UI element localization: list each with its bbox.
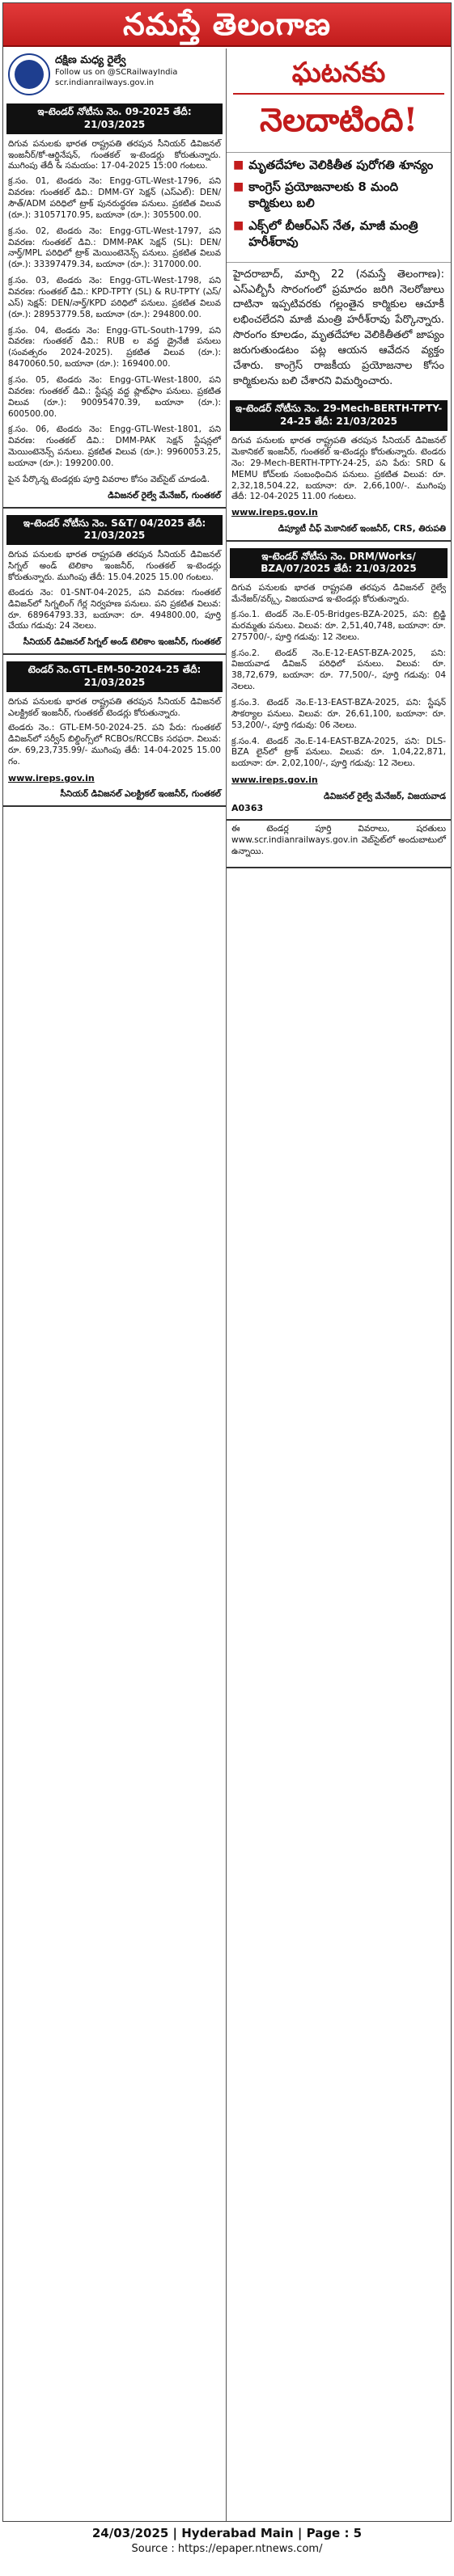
square-bullet-icon: ■ xyxy=(233,180,244,194)
notice-signature: డివిజనల్ రైల్వే మేనేజర్, విజయవాడ xyxy=(324,791,446,801)
notice-header: ఇ-టెండర్ నోటీసు నెం. 29-Mech-BERTH-TPTY-24-25 తేదీ: 21/03/2025 xyxy=(230,400,448,431)
masthead-title: నమస్తే తెలంగాణ xyxy=(123,5,331,42)
tender-item: టెండరు నెం: 01-SNT-04-2025, పని వివరణ: గుంతకల్ డివిజన్‌లో సిగ్నలింగ్ గేర్ల నిర్వహణ పనులు. పని ప్రకటిత విలువ: రూ. 68964793.33, బయానా: రూ. 494800.00, పూర్తి చేయు గడువు: 24 నెలలు. xyxy=(8,587,221,631)
article-body: హైదరాబాద్, మార్చి 22 (నమస్తే తెలంగాణ): ఎస్ఎల్బీసీ సొరంగంలో ప్రమాదం జరిగి నెలరోజులు దాటినా ఇప్పటివరకు గల్లంతైన కార్మికుల ఆచూకీ లభించలేదని మాజీ మంత్రి హరీశ్‌రావు పేర్కొన్నారు. సొరంగం కూలడం, మృతదేహాల వెలికితీతలో జాప్యం జరుగుతుండటం పట్ల ఆయన ఆవేదన వ్యక్తం చేశారు. కాంగ్రెస్ రాజకీయ ప్రయోజనాల కోసం కార్మికులను బలి చేశారని విమర్శించారు. xyxy=(233,268,444,387)
newspaper-page xyxy=(2,2,452,2522)
highlight-item: ■ మృతదేహాల వెలికితీత పురోగతి శూన్యం xyxy=(233,157,434,172)
railway-name: దక్షిణ మధ్య రైల్వే xyxy=(55,54,126,66)
railway-social: scr.indianrailways.gov.in xyxy=(55,78,155,88)
tender-item: క్ర.సం.4. టెండర్ నెం.E-14-EAST-BZA-2025, పని: DLS-BZA లైన్‌లో ట్రాక్ పనులు. విలువ: రూ. 1,04,22,871, బయానా: రూ. 2,02,100/-, పూర్తి గడువు: 12 నెలలు. xyxy=(231,736,446,769)
notice-signature: డివిజనల్ రైల్వే మేనేజర్, గుంతకల్ xyxy=(108,490,221,500)
notice-body: దిగువ పనులకు భారత రాష్ట్రపతి తరపున సీనియర్ డివిజనల్ మెకానికల్ ఇంజనీర్, గుంతకల్ ఇ-టెండర్లు కోరుతున్నారు. టెండరు నెం: 29-Mech-BERTH-TPTY-24-25, పని పేరు: SRD & MEMU కోచ్‌లకు సంబంధించిన పనులు. ప్రకటిత విలువ: రూ. 2,32,18,504.22, బయానా: రూ. 2,66,100/-. ముగింపు తేదీ: 12-04-2025 11.00 గంటలు. xyxy=(231,436,446,502)
notice-footnote: పైన పేర్కొన్న టెండర్లకు పూర్తి వివరాల కోసం వెబ్‌సైట్ చూడండి. xyxy=(8,474,210,484)
square-bullet-icon: ■ xyxy=(233,219,244,233)
tender-item: క్ర.సం.2. టెండర్ నెం.E-12-EAST-BZA-2025, పని: విజయవాడ డివిజన్ పరిధిలో పనులు. విలువ: రూ. 38,72,679, బయానా: రూ. 77,500/-, పూర్తి గడువు: 04 నెలలు. xyxy=(231,648,446,692)
notice-intro: దిగువ పనులకు భారత రాష్ట్రపతి తరపున డివిజనల్ రైల్వే మేనేజర్/వర్క్స్, విజయవాడ ఇ-టెండర్లు కోరుతున్నారు. xyxy=(231,583,446,605)
closing-note xyxy=(227,821,451,868)
square-bullet-icon: ■ xyxy=(233,158,244,171)
headline-line-2: నెలదాటింది! xyxy=(260,100,418,139)
notice-intro: దిగువ పనులకు భారత రాష్ట్రపతి తరపున సీనియర్ డివిజనల్ ఎలక్ట్రికల్ ఇంజనీర్, గుంతకల్ టెండర్లు కోరుతున్నారు. xyxy=(8,696,221,718)
tender-item: క్ర.సం.3. టెండర్ నెం.E-13-EAST-BZA-2025, పని: స్టేషన్ సౌకర్యాల పనులు. విలువ: రూ. 26,61,100, బయానా: రూ. 53,200/-, పూర్తి గడువు: 06 నెలలు. xyxy=(231,697,446,730)
footer-date-line: 24/03/2025 | Hyderabad Main | Page : 5 xyxy=(91,2526,363,2540)
highlight-bullets xyxy=(227,152,451,263)
website-link[interactable]: www.ireps.gov.in xyxy=(231,775,318,786)
right-column xyxy=(227,49,451,2521)
tender-notice-5 xyxy=(227,542,451,821)
tender-item: క్ర.సం.1. టెండర్ నెం.E-05-Bridges-BZA-2025, పని: బ్రిడ్జి మరమ్మతు పనులు. విలువ: రూ. 2,51,40,748, బయానా: రూ. 275700/-, పూర్తి గడువు: 12 నెలలు. xyxy=(231,609,446,642)
tender-notice-4 xyxy=(227,394,451,541)
left-column xyxy=(3,49,227,2521)
railway-header xyxy=(3,49,226,97)
page-footer xyxy=(0,2526,454,2574)
tender-item: క్ర.సం. 05, టెండరు నెం: Engg-GTL-West-1800, పని వివరణ: గుంతకల్ డివి.: స్టేషన్ల వద్ద ప్లాట్‌ఫాం పనులు. ప్రకటిత విలువ (రూ.): 90095470.39, బయానా (రూ.): 600500.00. xyxy=(8,374,221,419)
tender-item: క్ర.సం. 04, టెండరు నెం: Engg-GTL-South-1799, పని వివరణ: గుంతకల్ డివి.: RUB ల వద్ద డ్రైనేజీ పనులు (సంవత్సరం 2024-2025). ప్రకటిత విలువ (రూ.): 8470060.50, బయానా (రూ.): 169400.00. xyxy=(8,325,221,370)
website-link[interactable]: www.ireps.gov.in xyxy=(8,772,95,783)
notice-intro: దిగువ పనులకు భారత రాష్ట్రపతి తరపున సీనియర్ డివిజనల్ ఇంజనీర్/కో-ఆర్డినేషన్, గుంతకల్ ఇ-టెండర్లు కోరుతున్నారు. ముగింపు తేదీ & సమయం: 17-04-2025 15:00 గంటలు. xyxy=(8,138,221,171)
tender-item: క్ర.సం. 06, టెండరు నెం: Engg-GTL-West-1801, పని వివరణ: గుంతకల్ డివి.: DMM-PAK సెక్షన్ స్టేషన్లలో మెయింటెనెన్స్ పనులు. ప్రకటిత విలువ (రూ.): 9960053.25, బయానా (రూ.): 199200.00. xyxy=(8,424,221,468)
tender-item: టెండరు నెం.: GTL-EM-50-2024-25. పని పేరు: గుంతకల్ డివిజన్‌లో సర్వీస్ బిల్డింగ్స్‌లో RCBOs/RCCBs సరఫరా. విలువ: రూ. 69,23,735.99/- ముగింపు తేదీ: 14-04-2025 15.00 గం. xyxy=(8,723,221,767)
notice-header: ఇ-టెండర్ నోటీసు నెం. DRM/Works/ BZA/07/2025 తేదీ: 21/03/2025 xyxy=(230,548,448,579)
highlight-item: ■ ఎక్స్‌లో బీఆర్ఎస్ నేత, మాజీ మంత్రి హరీశ్‌రావు xyxy=(233,218,418,249)
news-article xyxy=(227,49,451,152)
headline-line-1: ఘటనకు xyxy=(233,55,444,95)
tender-notice-2 xyxy=(3,509,226,656)
tender-notice-3 xyxy=(3,655,226,807)
highlight-item: ■ కాంగ్రెస్ ప్రయోజనాలకు 8 మంది కార్మికులు బలి xyxy=(233,179,399,211)
tender-notice-1 xyxy=(3,97,226,509)
tender-item: క్ర.సం. 02, టెండరు నెం: Engg-GTL-West-1797, పని వివరణ: గుంతకల్ డివి.: DMM-PAK సెక్షన్ (SL): DEN/నార్త్/MPL పరిధిలో ట్రాక్ మెయింటెనెన్స్ పనులు. ప్రకటిత విలువ (రూ.): 33397479.34, బయానా (రూ.): 317000.00. xyxy=(8,226,221,270)
footer-source-link[interactable]: Source : https://epaper.ntnews.com/ xyxy=(131,2542,323,2555)
ad-code: A0363 xyxy=(231,802,264,813)
notice-intro: దిగువ పనులకు భారత రాష్ట్రపతి తరపున సీనియర్ డివిజనల్ సిగ్నల్ అండ్ టెలికాం ఇంజనీర్, గుంతకల్ ఇ-టెండర్లు కోరుతున్నారు. ముగింపు తేదీ: 15.04.2025 15.00 గంటలు. xyxy=(8,550,221,582)
railway-follow: Follow us on @SCRailwayIndia xyxy=(55,68,178,78)
notice-header: ఇ-టెండర్ నోటీసు నెం. S&T/ 04/2025 తేదీ: 21/03/2025 xyxy=(6,515,223,546)
tender-item: క్ర.సం. 03, టెండరు నెం: Engg-GTL-West-1798, పని వివరణ: గుంతకల్ డివి.: KPD-TPTY (SL) & RU-TPTY (ఎస్/ఎస్) సెక్షన్: DEN/నార్త్/KPD పరిధిలో పనులు. ప్రకటిత విలువ (రూ.): 28953779.58, బయానా (రూ.): 294800.00. xyxy=(8,276,221,319)
closing-text: ఈ టెండర్ల పూర్తి వివరాలు, షరతులు www.scr.indianrailways.gov.in వెబ్‌సైట్‌లో అందుబాటులో ఉన్నాయి. xyxy=(231,824,446,856)
notice-signature: డిప్యూటీ చీఫ్ మెకానికల్ ఇంజనీర్, CRS, తిరుపతి xyxy=(278,523,446,534)
notice-header: టెండర్ నెం.GTL-EM-50-2024-25 తేదీ: 21/03/2025 xyxy=(6,661,223,692)
website-link[interactable]: www.ireps.gov.in xyxy=(231,507,318,518)
masthead xyxy=(3,3,451,47)
notice-signature: సీనియర్ డివిజనల్ ఎలక్ట్రికల్ ఇంజనీర్, గుంతకల్ xyxy=(60,789,221,800)
railway-logo-icon xyxy=(8,53,50,95)
notice-signature: సీనియర్ డివిజనల్ సిగ్నల్ అండ్ టెలికాం ఇంజనీర్, గుంతకల్ xyxy=(23,637,221,648)
tender-item: క్ర.సం. 01, టెండరు నెం: Engg-GTL-West-1796, పని వివరణ: గుంతకల్ డివి.: DMM-GY సెక్షన్ (ఎస్ఎల్): DEN/సౌత్/ADM పరిధిలో ట్రాక్ పునరుద్ధరణ పనులు. ప్రకటిత విలువ (రూ.): 31057170.95, బయానా (రూ.): 305500.00. xyxy=(8,176,221,220)
notice-header: ఇ-టెండర్ నోటీసు నెం. 09-2025 తేదీ: 21/03/2025 xyxy=(6,103,223,134)
